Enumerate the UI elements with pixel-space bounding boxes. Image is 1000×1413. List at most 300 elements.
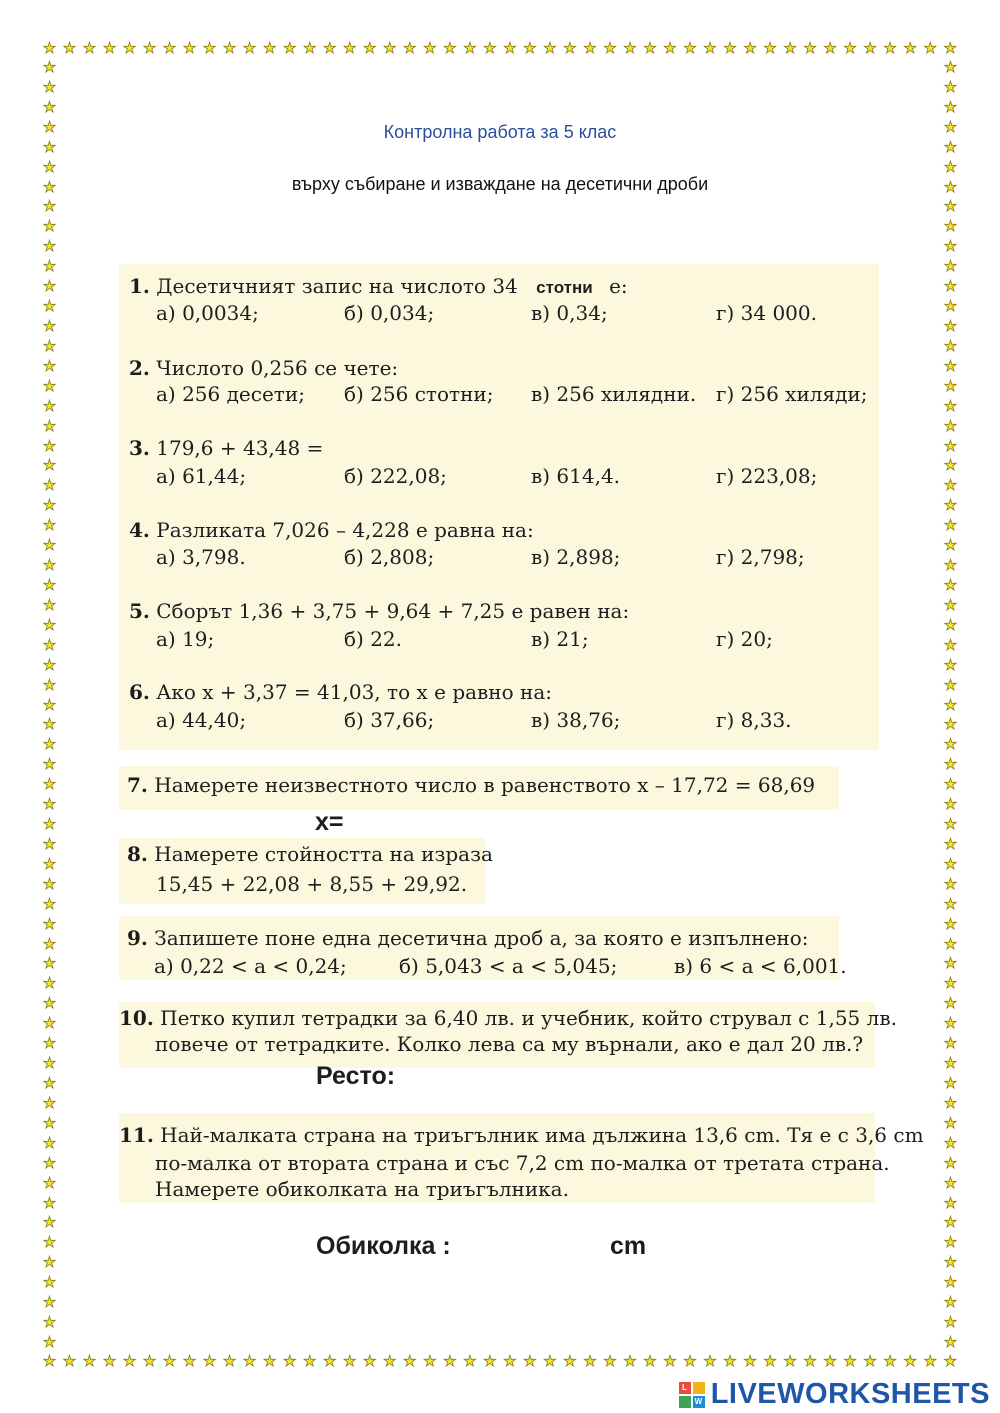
star-icon: ★ [42, 695, 57, 714]
star-icon: ★ [943, 137, 958, 156]
star-icon: ★ [443, 1352, 457, 1370]
star-icon: ★ [603, 1352, 617, 1370]
star-icon: ★ [443, 39, 457, 57]
question-5 [129, 599, 629, 623]
star-icon: ★ [42, 1193, 57, 1212]
star-icon: ★ [943, 1014, 958, 1033]
option-a: а) 0,0034; [156, 301, 259, 325]
brand-name: LIVEWORKSHEETS [710, 1378, 990, 1410]
star-icon: ★ [943, 336, 958, 355]
star-icon: ★ [42, 1333, 57, 1351]
star-icon: ★ [943, 815, 958, 834]
star-icon: ★ [943, 934, 958, 953]
star-icon: ★ [282, 39, 297, 57]
star-icon: ★ [943, 1133, 958, 1152]
question-4 [129, 518, 534, 542]
star-icon: ★ [42, 1233, 57, 1252]
star-icon: ★ [42, 257, 57, 276]
star-icon: ★ [42, 77, 57, 96]
star-icon: ★ [262, 1352, 277, 1370]
star-icon: ★ [643, 39, 657, 57]
star-icon: ★ [943, 1313, 958, 1332]
star-icon: ★ [42, 58, 57, 76]
option-b: б) 0,034; [344, 301, 435, 325]
star-icon: ★ [943, 177, 958, 196]
star-icon: ★ [943, 894, 958, 913]
star-icon: ★ [943, 157, 958, 176]
star-icon: ★ [743, 1352, 757, 1370]
question-text: Ако x + 3,37 = 41,03, то x е равно на: [156, 680, 553, 704]
star-icon: ★ [883, 1352, 897, 1370]
star-icon: ★ [943, 1213, 958, 1232]
star-icon: ★ [943, 1093, 958, 1112]
star-icon: ★ [42, 954, 57, 973]
star-icon: ★ [943, 1173, 958, 1192]
star-icon: ★ [42, 1352, 57, 1370]
star-icon: ★ [943, 496, 958, 515]
star-icon: ★ [943, 356, 958, 375]
logo-icon [679, 1382, 705, 1408]
page-title: Контролна работа за 5 клас [383, 122, 617, 142]
star-icon: ★ [943, 117, 958, 136]
star-icon: ★ [42, 655, 57, 674]
question-number: 5. [129, 599, 150, 623]
option-d: г) 34 000. [716, 301, 817, 325]
star-icon: ★ [42, 97, 57, 116]
star-icon: ★ [42, 635, 57, 654]
star-icon: ★ [42, 1054, 57, 1073]
question-text: Намерете стойността на израза [154, 842, 493, 866]
star-icon: ★ [42, 336, 57, 355]
option-b: б) 2,808; [344, 545, 435, 569]
star-icon: ★ [42, 556, 57, 575]
star-icon: ★ [463, 1352, 477, 1370]
star-icon: ★ [943, 376, 958, 395]
star-icon: ★ [943, 1273, 958, 1292]
star-icon: ★ [663, 39, 677, 57]
star-icon: ★ [623, 39, 637, 57]
star-icon: ★ [242, 1352, 257, 1370]
star-icon: ★ [923, 39, 937, 57]
liveworksheets-logo [679, 1378, 990, 1411]
question-number: 1. [129, 274, 150, 298]
star-icon: ★ [943, 1233, 958, 1252]
star-icon: ★ [943, 874, 958, 893]
star-icon: ★ [42, 436, 57, 455]
star-icon: ★ [142, 1352, 157, 1370]
star-icon: ★ [42, 217, 57, 236]
star-border-top [42, 41, 958, 56]
star-icon: ★ [182, 39, 197, 57]
question-number: 7. [127, 773, 148, 797]
option-a: а) 19; [156, 627, 215, 651]
star-icon: ★ [42, 376, 57, 395]
star-icon: ★ [42, 1173, 57, 1192]
star-icon: ★ [843, 1352, 857, 1370]
option-d: г) 8,33. [716, 708, 792, 732]
answer-label-perimeter: Обиколка : [316, 1232, 451, 1260]
star-icon: ★ [763, 39, 777, 57]
star-icon: ★ [42, 1213, 57, 1232]
star-icon: ★ [943, 257, 958, 276]
question-9-panel [119, 916, 847, 980]
star-icon: ★ [42, 1293, 57, 1312]
star-icon: ★ [943, 436, 958, 455]
question-3 [129, 436, 323, 460]
star-icon: ★ [483, 1352, 497, 1370]
star-icon: ★ [82, 39, 97, 57]
option-c: в) 6 < a < 6,001. [674, 954, 847, 978]
star-icon: ★ [543, 1352, 557, 1370]
star-icon: ★ [42, 974, 57, 993]
star-icon: ★ [42, 536, 57, 555]
star-icon: ★ [943, 994, 958, 1013]
star-icon: ★ [42, 476, 57, 495]
star-icon: ★ [943, 476, 958, 495]
star-icon: ★ [943, 297, 958, 316]
star-icon: ★ [62, 39, 77, 57]
option-a: а) 3,798. [156, 545, 246, 569]
star-icon: ★ [42, 1313, 57, 1332]
question-11-line1 [119, 1123, 924, 1147]
option-a: а) 256 десети; [156, 382, 305, 406]
option-a: а) 44,40; [156, 708, 247, 732]
star-icon: ★ [302, 1352, 317, 1370]
star-icon: ★ [242, 39, 257, 57]
answer-label-x: x= [315, 808, 344, 836]
star-icon: ★ [943, 277, 958, 296]
option-c: в) 0,34; [531, 301, 608, 325]
star-icon: ★ [663, 1352, 677, 1370]
star-icon: ★ [302, 39, 317, 57]
star-icon: ★ [843, 39, 857, 57]
page-subtitle: върху събиране и изваждане на десетични дроби [291, 174, 709, 194]
question-8-line1 [127, 842, 493, 866]
star-icon: ★ [723, 1352, 737, 1370]
question-text: Числото 0,256 се чете: [156, 356, 399, 380]
star-icon: ★ [42, 1014, 57, 1033]
star-icon: ★ [523, 39, 537, 57]
question-number: 10. [119, 1006, 154, 1030]
option-c: в) 38,76; [531, 708, 621, 732]
star-icon: ★ [42, 157, 57, 176]
star-icon: ★ [943, 575, 958, 594]
star-icon: ★ [262, 39, 277, 57]
star-icon: ★ [102, 39, 117, 57]
question-7 [127, 773, 815, 797]
star-icon: ★ [423, 39, 437, 57]
option-b: б) 5,043 < a < 5,045; [399, 954, 618, 978]
star-icon: ★ [943, 217, 958, 236]
star-icon: ★ [523, 1352, 537, 1370]
question-number: 4. [129, 518, 150, 542]
star-icon: ★ [383, 39, 397, 57]
star-icon: ★ [943, 39, 957, 57]
star-icon: ★ [42, 496, 57, 515]
option-c: в) 2,898; [531, 545, 621, 569]
option-a: а) 61,44; [156, 464, 247, 488]
star-icon: ★ [903, 39, 917, 57]
star-icon: ★ [42, 615, 57, 634]
star-icon: ★ [943, 316, 958, 335]
star-icon: ★ [563, 39, 577, 57]
star-icon: ★ [943, 1293, 958, 1312]
star-icon: ★ [42, 1113, 57, 1132]
star-icon: ★ [943, 1054, 958, 1073]
star-icon: ★ [42, 755, 57, 774]
star-icon: ★ [943, 1253, 958, 1272]
star-icon: ★ [943, 635, 958, 654]
star-icon: ★ [42, 595, 57, 614]
question-text: Разликата 7,026 – 4,228 е равна на: [156, 518, 534, 542]
star-icon: ★ [42, 117, 57, 136]
star-icon: ★ [943, 834, 958, 853]
star-icon: ★ [943, 974, 958, 993]
star-icon: ★ [282, 1352, 297, 1370]
star-icon: ★ [42, 197, 57, 216]
star-icon: ★ [943, 97, 958, 116]
star-icon: ★ [42, 914, 57, 933]
star-icon: ★ [42, 1093, 57, 1112]
star-icon: ★ [42, 735, 57, 754]
star-border-left [42, 60, 57, 1350]
star-icon: ★ [943, 695, 958, 714]
star-icon: ★ [42, 795, 57, 814]
star-icon: ★ [943, 795, 958, 814]
star-icon: ★ [943, 416, 958, 435]
star-icon: ★ [403, 39, 417, 57]
question-text: Петко купил тетрадки за 6,40 лв. и учебник, който струвал с 1,55 лв. [160, 1006, 897, 1030]
star-icon: ★ [42, 1153, 57, 1172]
star-icon: ★ [42, 277, 57, 296]
star-icon: ★ [343, 1352, 357, 1370]
star-icon: ★ [42, 834, 57, 853]
star-icon: ★ [803, 39, 817, 57]
star-icon: ★ [42, 874, 57, 893]
question-number: 3. [129, 436, 150, 460]
star-icon: ★ [122, 39, 137, 57]
star-icon: ★ [943, 715, 958, 734]
question-8-panel [119, 838, 493, 904]
star-icon: ★ [182, 1352, 197, 1370]
star-icon: ★ [42, 297, 57, 316]
question-2 [129, 356, 398, 380]
star-icon: ★ [363, 1352, 377, 1370]
question-text: 179,6 + 43,48 = [156, 436, 324, 460]
star-icon: ★ [503, 1352, 517, 1370]
option-d: г) 20; [716, 627, 773, 651]
option-d: г) 223,08; [716, 464, 818, 488]
answer-unit-cm: cm [610, 1232, 647, 1260]
star-icon: ★ [603, 39, 617, 57]
question-11-line2: по-малка от втората страна и със 7,2 cm по-малка от третата страна. [155, 1151, 890, 1175]
question-text: Сборът 1,36 + 3,75 + 9,64 + 7,25 е равен на: [156, 599, 630, 623]
star-icon: ★ [943, 1193, 958, 1212]
option-b: б) 22. [344, 627, 403, 651]
star-icon: ★ [943, 775, 958, 794]
star-icon: ★ [943, 456, 958, 475]
star-icon: ★ [42, 1253, 57, 1272]
question-number: 2. [129, 356, 150, 380]
star-icon: ★ [62, 1352, 77, 1370]
star-icon: ★ [42, 994, 57, 1013]
star-icon: ★ [483, 39, 497, 57]
star-icon: ★ [162, 1352, 177, 1370]
star-icon: ★ [943, 396, 958, 415]
inserted-word: стотни [536, 278, 593, 297]
star-icon: ★ [383, 1352, 397, 1370]
star-icon: ★ [943, 914, 958, 933]
star-icon: ★ [463, 39, 477, 57]
star-icon: ★ [343, 39, 357, 57]
star-icon: ★ [42, 516, 57, 535]
star-icon: ★ [322, 39, 337, 57]
star-icon: ★ [42, 1273, 57, 1292]
question-text: Запишете поне една десетична дроб a, за която е изпълнено: [154, 926, 809, 950]
star-icon: ★ [42, 715, 57, 734]
star-icon: ★ [643, 1352, 657, 1370]
star-icon: ★ [823, 39, 837, 57]
star-icon: ★ [943, 1333, 958, 1351]
star-icon: ★ [42, 237, 57, 256]
star-icon: ★ [943, 1352, 957, 1370]
question-number: 9. [127, 926, 148, 950]
star-icon: ★ [743, 39, 757, 57]
star-icon: ★ [943, 58, 958, 76]
star-icon: ★ [943, 615, 958, 634]
star-icon: ★ [683, 39, 697, 57]
option-c: в) 256 хилядни. [531, 382, 697, 406]
star-icon: ★ [222, 1352, 237, 1370]
option-b: б) 37,66; [344, 708, 435, 732]
star-icon: ★ [943, 1153, 958, 1172]
star-icon: ★ [863, 1352, 877, 1370]
star-icon: ★ [42, 575, 57, 594]
star-icon: ★ [162, 39, 177, 57]
star-icon: ★ [42, 815, 57, 834]
option-d: г) 2,798; [716, 545, 805, 569]
star-icon: ★ [42, 1133, 57, 1152]
star-icon: ★ [943, 675, 958, 694]
star-icon: ★ [943, 536, 958, 555]
question-number: 11. [119, 1123, 154, 1147]
star-icon: ★ [763, 1352, 777, 1370]
star-icon: ★ [42, 894, 57, 913]
star-icon: ★ [423, 1352, 437, 1370]
question-9 [127, 926, 809, 950]
star-icon: ★ [883, 39, 897, 57]
star-icon: ★ [943, 755, 958, 774]
question-text: Десетичният запис на числото 34 [156, 274, 518, 298]
option-d: г) 256 хиляди; [716, 382, 868, 406]
star-icon: ★ [42, 316, 57, 335]
answer-label-change: Ресто: [316, 1062, 396, 1090]
star-icon: ★ [943, 556, 958, 575]
star-icon: ★ [142, 39, 157, 57]
star-icon: ★ [202, 1352, 217, 1370]
star-icon: ★ [42, 396, 57, 415]
option-a: а) 0,22 < a < 0,24; [154, 954, 347, 978]
question-10-panel [119, 1002, 897, 1068]
star-icon: ★ [122, 1352, 137, 1370]
star-icon: ★ [943, 197, 958, 216]
star-icon: ★ [42, 177, 57, 196]
star-icon: ★ [623, 1352, 637, 1370]
option-c: в) 614,4. [531, 464, 621, 488]
star-icon: ★ [563, 1352, 577, 1370]
star-icon: ★ [903, 1352, 917, 1370]
star-icon: ★ [943, 735, 958, 754]
star-icon: ★ [42, 356, 57, 375]
star-icon: ★ [943, 237, 958, 256]
question-text: Намерете неизвестното число в равенството x – 17,72 = 68,69 [154, 773, 816, 797]
star-icon: ★ [703, 39, 717, 57]
star-icon: ★ [82, 1352, 97, 1370]
star-icon: ★ [42, 39, 57, 57]
star-border-right [943, 60, 958, 1350]
star-icon: ★ [363, 39, 377, 57]
star-icon: ★ [42, 456, 57, 475]
star-icon: ★ [783, 1352, 797, 1370]
question-11-line3: Намерете обиколката на триъгълника. [155, 1177, 569, 1201]
star-icon: ★ [42, 775, 57, 794]
star-icon: ★ [803, 1352, 817, 1370]
star-icon: ★ [943, 854, 958, 873]
star-icon: ★ [723, 39, 737, 57]
star-icon: ★ [102, 1352, 117, 1370]
star-icon: ★ [943, 954, 958, 973]
star-icon: ★ [42, 1074, 57, 1093]
star-icon: ★ [42, 675, 57, 694]
star-icon: ★ [943, 655, 958, 674]
option-c: в) 21; [531, 627, 589, 651]
star-icon: ★ [42, 854, 57, 873]
question-number: 8. [127, 842, 148, 866]
star-icon: ★ [42, 934, 57, 953]
question-10-line2: повече от тетрадките. Колко лева са му върнали, ако е дал 20 лв.? [155, 1032, 864, 1056]
option-b: б) 222,08; [344, 464, 447, 488]
star-icon: ★ [943, 1034, 958, 1053]
logo-letter-l: L [679, 1382, 691, 1394]
star-icon: ★ [403, 1352, 417, 1370]
star-icon: ★ [543, 39, 557, 57]
question-7-panel [119, 766, 839, 810]
star-icon: ★ [923, 1352, 937, 1370]
star-icon: ★ [683, 1352, 697, 1370]
star-icon: ★ [503, 39, 517, 57]
star-icon: ★ [783, 39, 797, 57]
question-11-panel [119, 1113, 924, 1203]
star-icon: ★ [943, 595, 958, 614]
star-icon: ★ [202, 39, 217, 57]
question-8-line2: 15,45 + 22,08 + 8,55 + 29,92. [156, 872, 468, 896]
star-icon: ★ [42, 137, 57, 156]
star-icon: ★ [322, 1352, 337, 1370]
star-icon: ★ [943, 1074, 958, 1093]
question-text: Най-малката страна на триъгълник има дължина 13,6 cm. Тя е с 3,6 cm [160, 1123, 924, 1147]
logo-letter-w: W [694, 1396, 703, 1406]
star-icon: ★ [42, 1034, 57, 1053]
star-icon: ★ [863, 39, 877, 57]
question-10-line1 [119, 1006, 897, 1030]
question-number: 6. [129, 680, 150, 704]
star-icon: ★ [583, 1352, 597, 1370]
star-icon: ★ [583, 39, 597, 57]
star-icon: ★ [943, 1113, 958, 1132]
question-text-end: е: [609, 274, 628, 298]
star-icon: ★ [823, 1352, 837, 1370]
question-6 [129, 680, 552, 704]
